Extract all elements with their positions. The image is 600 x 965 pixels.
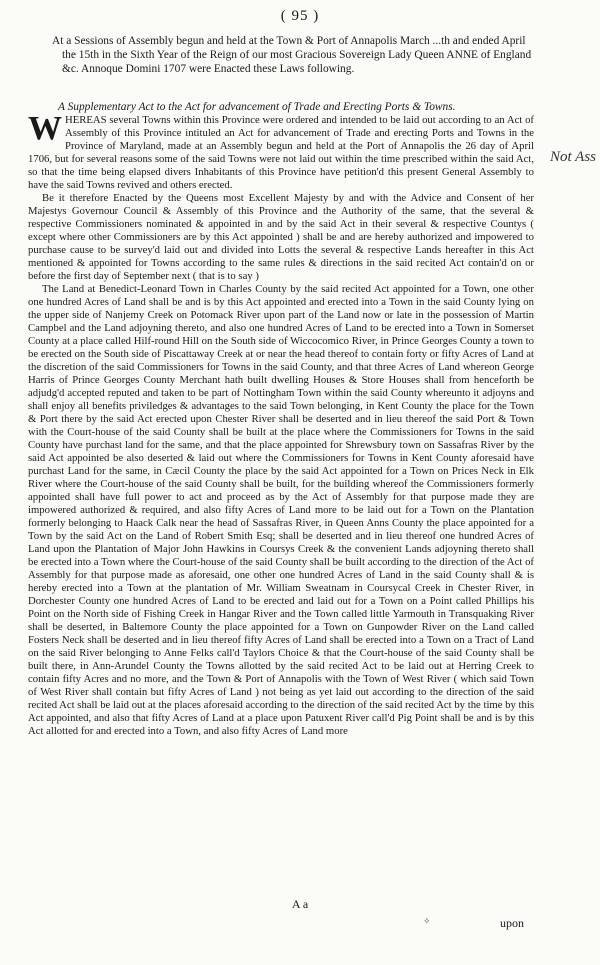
signature-mark: A a: [291, 897, 309, 911]
document-body: [28, 110, 534, 738]
session-header: At a Sessions of Assembly begun and held at the Town & Port of Annapolis March ...th and ended April the 15th in the Sixth Year of the Reign of our most Gracious Sovereign Lady Queen ANNE of England &c. Annoque Domini 1707 were Enacted these Laws following.: [52, 35, 532, 75]
preamble-paragraph: [28, 110, 534, 192]
preamble-text: HEREAS several Towns within this Province were ordered and intended to be laid out according to an Act of Assembly of this Province intituled an Act for advancement of Trade and erecting Ports and Towns in the Province of Maryland, made at an Assembly begun and held at the Port of Annapolis the 26 day of April 1706, but for several reasons some of the said Towns were not laid out within the time prescribed within the said Act, so that the time being elapsed divers Inhabitants of this Province have petition'd this present General Assembly to have the said Towns revived and others erected.: [28, 114, 534, 191]
act-title: A Supplementary Act to the Act for advancement of Trade and Erecting Ports & Towns.: [58, 101, 456, 113]
enacting-paragraph: Be it therefore Enacted by the Queens most Excellent Majesty by and with the Advice and Consent of her Majestys Governour Council & Assembly of this Province and the Authority of the same, that the several & respective Commissioners nominated & appointed in and by the said Act in their several & respective Countys ( except where other Commissioners are by this Act appointed ) shall be and are hereby authorized and impowered to purchase cause to be survey'd laid out and divided into Lotts the several & respective Lands hereafter in this Act mentioned & appointed for Towns according to the same rules & directions in the said recited Act contain'd on or before the first day of September next ( that is to say ): [28, 192, 534, 282]
towns-paragraph: The Land at Benedict-Leonard Town in Charles County by the said recited Act appointed for a Town, one other one hundred Acres of Land shall be and is by this Act appointed and erected into a Town in the said County lying on the upper side of Nanjemy Creek on Potomack River upon part of the Land now or late in the possession of Martin Campbel and the Land adjoyning thereto, and also one hundred Acres of Land to be erected into a Town in Somerset County at a place called Hilf-round Hill on the South side of Wiccocomico River, in Prince Georges County a town to be erected on the South side of Piscattaway Creek at or near the head thereof to contain forty or fifty Acres of Land at the discretion of the said Commissioners for Towns in the said County, and that three Acres of Land whereon George Harris of Prince Georges County Merchant hath built dwelling Houses & Store Houses shall from henceforth be adjudg'd accepted reputed and taken to be part of Nottingham Town within the said County whereunto it adjoyns and shall enjoy all benefits priviledges & advantages to the said Town belonging, in Kent County the place for the Town & Port there by the said Act erected upon Chester River shall be deserted and in lieu thereof the said Port & Town with the Court-house of the said County shall be built at the place where the Commissioners for Towns in the said County have purchast land for the same, and that the place appointed for Shrewsbury town on Sassafras River by the said Act appointed be also deserted & laid out where the Commissioners for Towns in Kent County aforesaid have purchast Land for the same, in Cæcil County the place by the said Act appointed for a Town on Prices Neck in Elk River where the Court-house of the said County shall be built, for the building whereof the Commissioners formerly appointed shall have full power to act and proceed as by the Act of Assembly for that purpose made they are impowered authorized & required, and also fifty Acres of Land more to be laid out for a Town on the Plantation formerly belonging to Haack Calk near the head of Sassafras River, in Queen Anns County the place appointed for a Town by the said Act on the Land of Robert Smith Esq; shall be deserted and in lieu thereof one hundred Acres of Land upon the Plantation of Major John Hawkins in Coursys Creek & the convenient Lands adjoyning thereto shall be erected into a Town where the Court-house of the said County shall be built according to the direction of the Act of Assembly for that purpose made as aforesaid, one other one hundred Acres of Land in the said County shall & is hereby erected into a Town at the plantation of Mr. William Sweatnam in Coursycal Creek in Chester River, in Dorchester County one hundred Acres of Land to be erected and laid out for a Town on a Point called Phillips his Point on the North side of Fishing Creek in Hangar River and the Town called little Yarmouth in Transquaking River shall be deserted, in Baltemore County the place appointed for a Town on Gunpowder River on the Land called Fosters Neck shall be deserted and in lieu thereof fifty Acres of Land shall be erected into a Town on a Tract of Land on the said River belonging to Anne Felks call'd Taylors Choice & that the Court-house of the said County shall be built there, in Ann-Arundel County the Towns allotted by the said recited Act to be laid out at Herring Creek to contain fifty Acres and no more, and the Town & Port of Annapolis with the Town of West River ( which said Town of West River shall contain but fifty Acres of Land ) not being as yet laid out according to the direction of the said recited Act shall be laid out at the places aforesaid according to the direction of the said recited Act by the time by this Act appointed, and also that fifty Acres of Land at a place upon Patuxent River call'd Pig Point shall be and is by this Act allotted for and erected into a Town, and also fifty Acres of Land more: [28, 283, 534, 737]
drop-cap: W: [28, 110, 62, 147]
handwritten-margin-note: Not Ass: [550, 149, 596, 165]
stray-mark: ✧: [423, 916, 431, 926]
catchword: upon: [500, 916, 524, 930]
page-number: ( 95 ): [280, 8, 320, 24]
